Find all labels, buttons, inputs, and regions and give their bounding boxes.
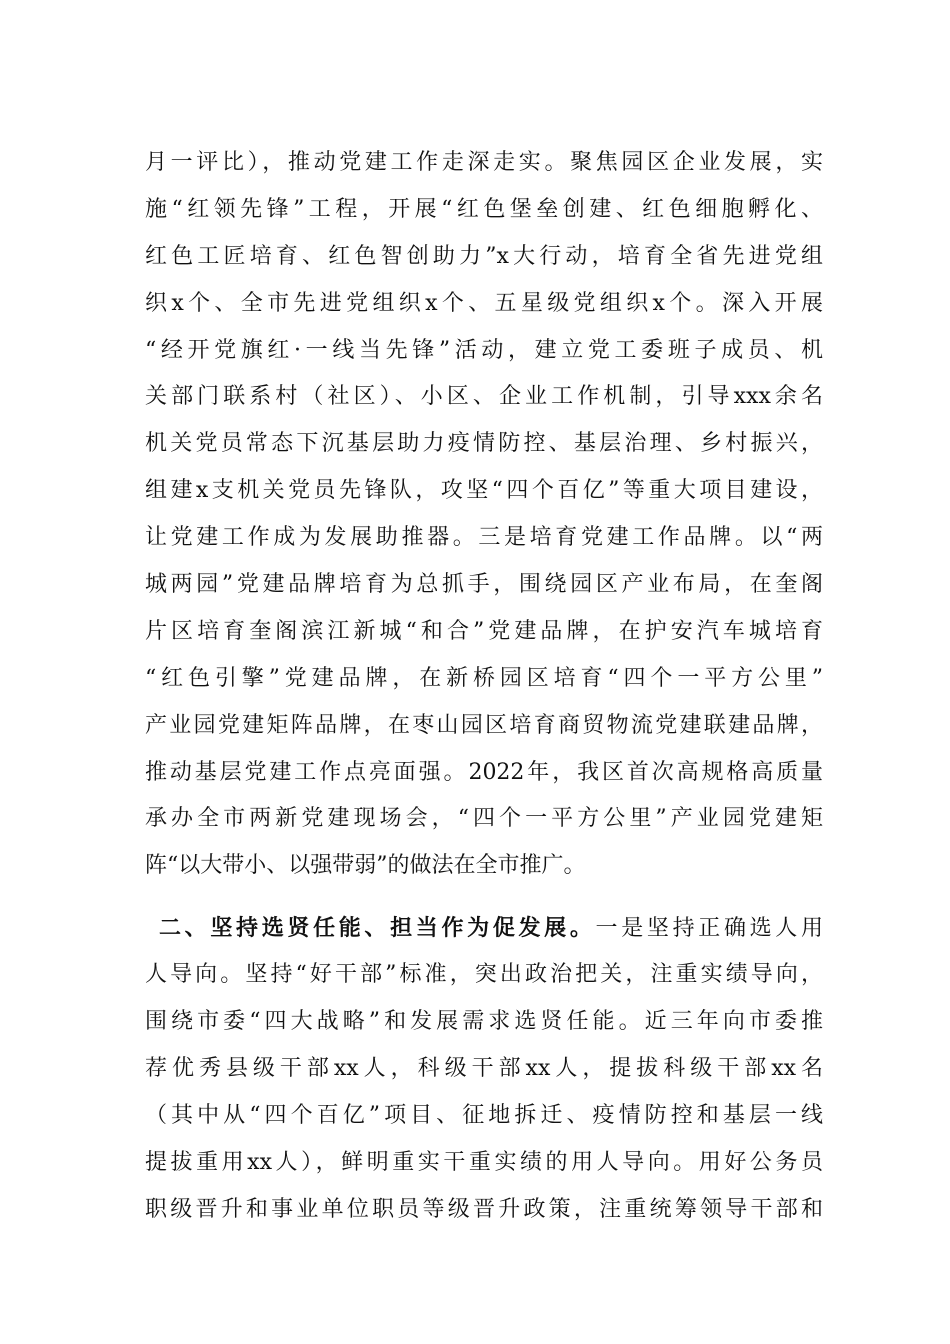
text-line: 片区培育奎阁滨江新城“和合”党建品牌，在护安汽车城培育 <box>145 618 823 644</box>
text-line: 城两园”党建品牌培育为总抓手，围绕园区产业布局，在奎阁 <box>145 572 823 598</box>
text-line: 围绕市委“四大战略”和发展需求选贤任能。近三年向市委推 <box>145 1009 823 1035</box>
text-line: 让党建工作成为发展助推器。三是培育党建工作品牌。以“两 <box>145 525 823 551</box>
text-line: 月一评比），推动党建工作走深走实。聚焦园区企业发展，实 <box>145 150 823 175</box>
text-line: 阵“以大带小、以强带弱”的做法在全市推广。 <box>145 853 586 879</box>
text-line: 机关党员常态下沉基层助力疫情防控、基层治理、乡村振兴， <box>145 431 823 457</box>
paragraph-2 <box>145 908 823 1236</box>
text-line: 人导向。坚持“好干部”标准，突出政治把关，注重实绩导向， <box>145 962 823 988</box>
text-line: 产业园党建矩阵品牌，在枣山园区培育商贸物流党建联建品牌， <box>145 712 823 738</box>
text-line: （其中从“四个百亿”项目、征地拆迁、疫情防控和基层一线 <box>145 1102 823 1128</box>
text-span: 一是坚持正确选人用 <box>595 916 823 942</box>
text-line: 组建x支机关党员先锋队，攻坚“四个百亿”等重大项目建设， <box>145 478 823 504</box>
text-line: 提拔重用xx人），鲜明重实干重实绩的用人导向。用好公务员 <box>145 1149 823 1175</box>
text-line: 推动基层党建工作点亮面强。2022年，我区首次高规格高质量 <box>145 759 823 785</box>
paragraph-1 <box>145 143 823 893</box>
text-line: 施“红领先锋”工程，开展“红色堡垒创建、红色细胞孵化、 <box>145 196 823 222</box>
text-line <box>145 908 823 955</box>
text-line: 红色工匠培育、红色智创助力”x大行动，培育全省先进党组 <box>145 243 823 269</box>
text-line: 织x个、全市先进党组织x个、五星级党组织x个。深入开展 <box>145 290 823 316</box>
text-line: 荐优秀县级干部xx人，科级干部xx人，提拔科级干部xx名 <box>145 1055 823 1081</box>
text-line: 承办全市两新党建现场会，“四个一平方公里”产业园党建矩 <box>145 806 823 832</box>
section-heading: 二、坚持选贤任能、担当作为促发展。 <box>159 915 596 942</box>
text-line: 职级晋升和事业单位职员等级晋升政策，注重统筹领导干部和 <box>145 1196 823 1222</box>
document-page <box>145 143 823 1236</box>
text-line: 关部门联系村（社区）、小区、企业工作机制，引导xxx余名 <box>145 384 823 410</box>
text-line: “红色引擎”党建品牌，在新桥园区培育“四个一平方公里” <box>145 665 823 691</box>
text-line: “经开党旗红·一线当先锋”活动，建立党工委班子成员、机 <box>145 337 823 363</box>
